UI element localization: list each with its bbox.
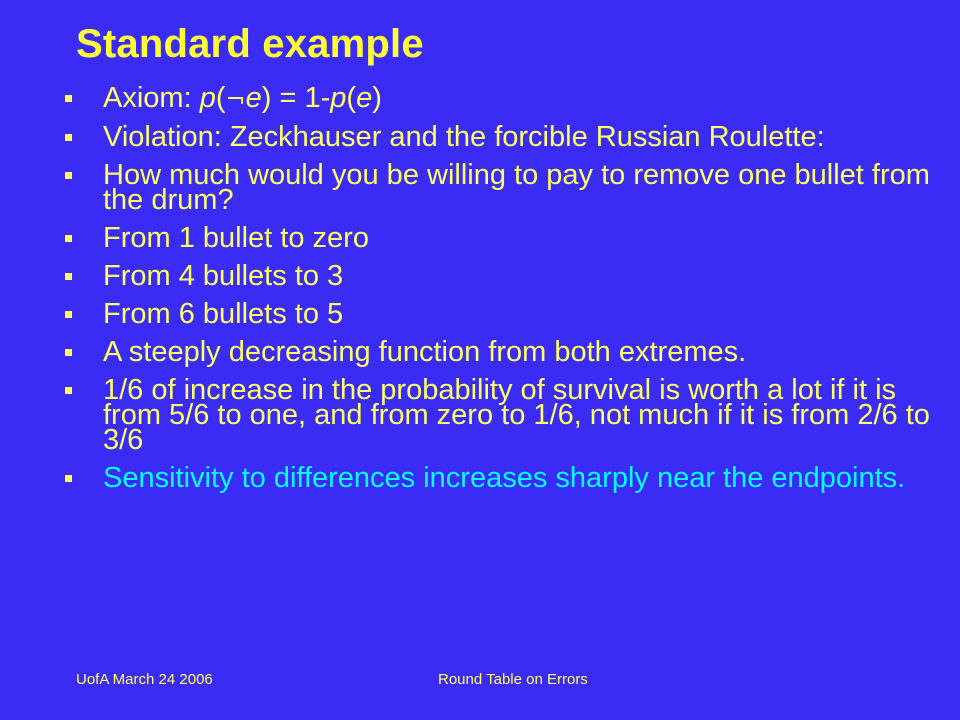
bullet-marker-icon: [65, 172, 72, 179]
bullet-marker-icon: [65, 235, 72, 242]
bullet-survival: [0, 374, 960, 456]
bullet-steeply-decreasing: [0, 336, 960, 368]
bullet-marker-icon: [65, 95, 72, 102]
bullet-marker-icon: [65, 475, 72, 482]
bullet-marker-icon: [65, 349, 72, 356]
slide-title: Standard example: [76, 22, 424, 66]
bullet-text: 1/6 of increase in the probability of survival is worth a lot if it is from 5/6 to one, and from zero to 1/6, not much if it is from 2/6 to 3/6: [103, 374, 930, 456]
bullet-marker-icon: [65, 273, 72, 280]
bullet-six-to-five: [0, 298, 960, 330]
footer-title: Round Table on Errors: [438, 671, 588, 688]
bullet-text: From 6 bullets to 5: [103, 298, 344, 330]
bullet-list: [0, 82, 960, 504]
bullet-text: Violation: Zeckhauser and the forcible Russian Roulette:: [103, 121, 825, 153]
bullet-marker-icon: [65, 134, 72, 141]
bullet-text: A steeply decreasing function from both extremes.: [103, 336, 747, 368]
axiom-text: Axiom: p(¬e) = 1-p(e): [103, 82, 382, 114]
bullet-text: Sensitivity to differences increases sharply near the endpoints.: [103, 462, 906, 494]
bullet-sensitivity: [0, 462, 960, 494]
bullet-marker-icon: [65, 311, 72, 318]
bullet-violation: [0, 121, 960, 153]
bullet-text: From 4 bullets to 3: [103, 260, 344, 292]
bullet-text: How much would you be willing to pay to remove one bullet from the drum?: [103, 159, 930, 216]
bullet-marker-icon: [65, 387, 72, 394]
bullet-question: [0, 159, 960, 216]
bullet-four-to-three: [0, 260, 960, 292]
bullet-one-to-zero: [0, 222, 960, 254]
bullet-text: From 1 bullet to zero: [103, 222, 369, 254]
bullet-axiom: [0, 82, 960, 114]
footer-date: UofA March 24 2006: [76, 671, 213, 688]
